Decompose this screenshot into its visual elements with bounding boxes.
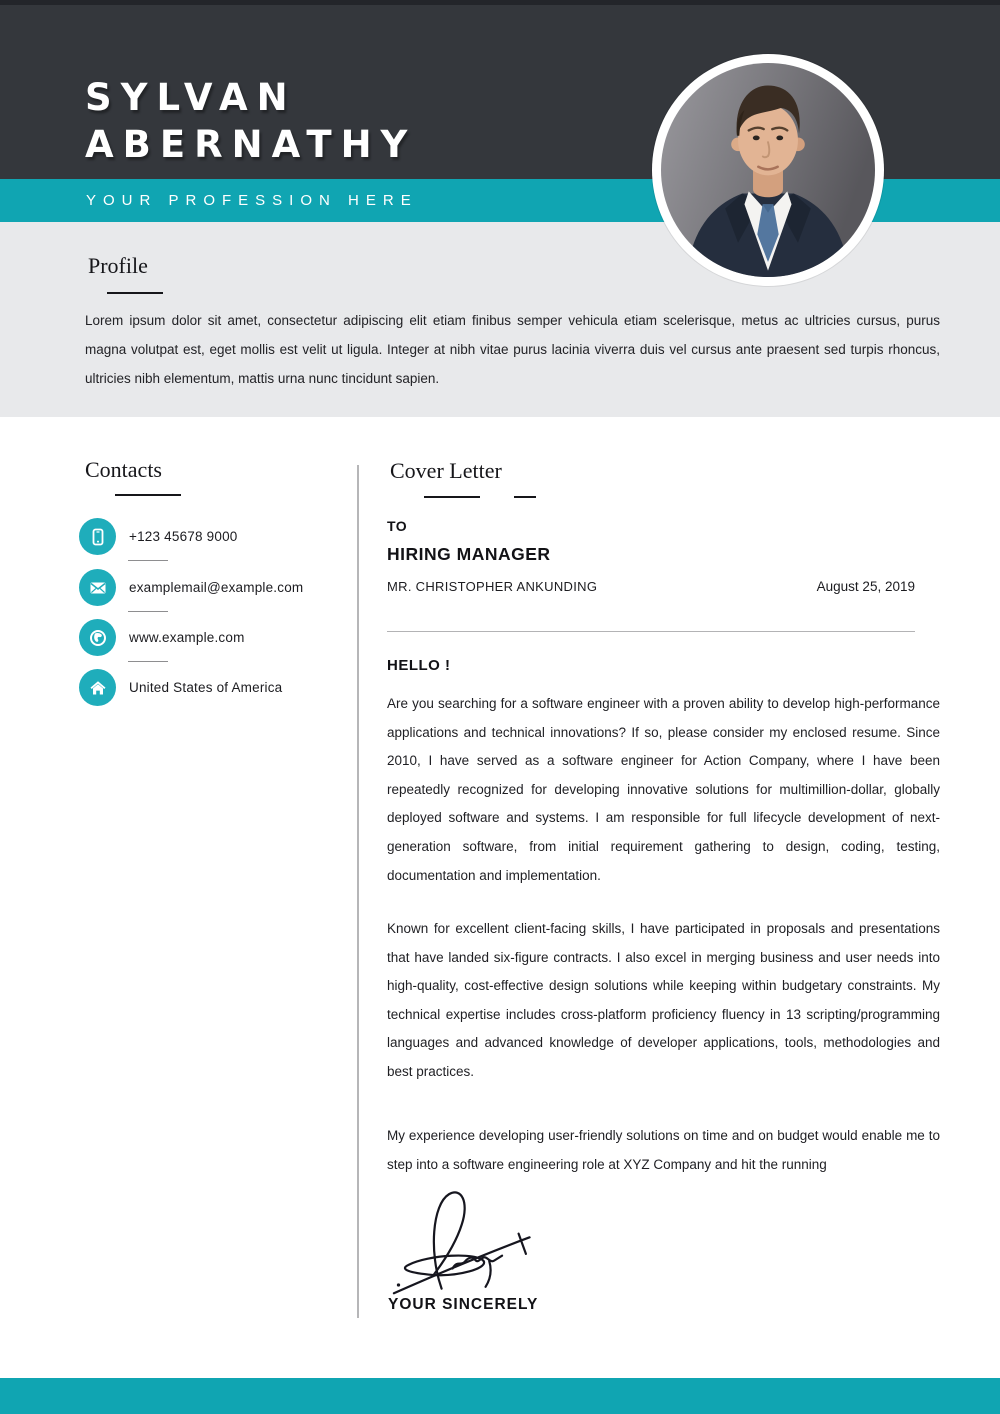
- contact-location-row: [79, 669, 282, 706]
- letter-paragraph-3: My experience developing user-friendly solutions on time and on budget would enable me to step into a software engineering role at XYZ Company and hit the running: [387, 1128, 940, 1172]
- profession-title: YOUR PROFESSION HERE: [86, 192, 418, 209]
- last-name: ABERNATHY: [85, 123, 417, 166]
- contacts-heading-underline: [115, 494, 181, 496]
- to-label: TO: [387, 518, 408, 534]
- email-address: examplemail@example.com: [129, 580, 304, 595]
- cover-letter-heading-dash: [514, 496, 536, 498]
- footer-band: [0, 1378, 1000, 1414]
- home-icon: [79, 669, 116, 706]
- contact-website-row: [79, 619, 245, 656]
- greeting: HELLO !: [387, 657, 451, 674]
- contact-phone-row: [79, 518, 237, 555]
- handwritten-signature-icon: [389, 1186, 551, 1296]
- header-top-strip: [0, 0, 1000, 5]
- globe-icon: [79, 619, 116, 656]
- letter-paragraph-1: Are you searching for a software engineer with a proven ability to develop high-performance applications and technical innovations? If so, please consider my enclosed resume. Since 2010, I have served as a software engineer for Action Company, where I have been repeatedly recognized for developing innovative solutions for multimillion-dollar, globally deployed software and systems. I am responsible for full lifecycle development of next-generation software, from initial requirement gathering to design, coding, testing, documentation and implementation.: [387, 696, 940, 883]
- recipient-row: [387, 579, 915, 594]
- candidate-name: [85, 74, 416, 168]
- letter-divider: [387, 631, 915, 632]
- profile-heading: Profile: [88, 253, 148, 278]
- contact-divider: [128, 661, 168, 662]
- closing-text: YOUR SINCERELY: [388, 1296, 539, 1313]
- contact-divider: [128, 560, 168, 561]
- cover-letter-heading: Cover Letter: [390, 458, 502, 483]
- profile-photo-image: [661, 63, 875, 277]
- man-portrait-illustration: [661, 63, 875, 277]
- website-url: www.example.com: [129, 630, 245, 645]
- letter-paragraph-2: Known for excellent client-facing skills, I have participated in proposals and presentations that have landed six-figure contracts. I also excel in merging business and user needs into high-quality, cost-effective design solutions while keeping within budgetary constraints. My technical expertise includes cross-platform proficiency fluency in 13 scripting/programming languages and advanced knowledge of developer applications, tools, methodologies and best practices.: [387, 921, 940, 1079]
- cover-letter-heading-underline: [424, 496, 480, 498]
- letter-date: August 25, 2019: [816, 579, 915, 594]
- vertical-divider: [357, 465, 359, 1318]
- phone-icon: [79, 518, 116, 555]
- profile-photo: [652, 54, 884, 286]
- contacts-heading: Contacts: [85, 457, 162, 482]
- contact-divider: [128, 611, 168, 612]
- cover-letter-section: [387, 450, 940, 1330]
- signature: [389, 1186, 551, 1296]
- recipient-title: HIRING MANAGER: [387, 544, 551, 564]
- profile-paragraph: Lorem ipsum dolor sit amet, consectetur adipiscing elit etiam finibus semper vehicula etiam scelerisque, metus ac ultricies cursus, purus magna volutpat est, eget mollis est velit ut ligula. Integer at nibh vitae purus lacinia viverra duis vel cursus ante praesent sed turpis rhoncus, ultricies nibh elementum, mattis urna nunc tincidunt sapien.: [85, 313, 940, 386]
- recipient-name: MR. CHRISTOPHER ANKUNDING: [387, 579, 598, 594]
- location-text: United States of America: [129, 680, 283, 695]
- phone-number: +123 45678 9000: [129, 529, 238, 544]
- profile-heading-underline: [107, 292, 163, 294]
- contact-email-row: [79, 569, 303, 606]
- first-name: SYLVAN: [85, 76, 297, 119]
- email-icon: [79, 569, 116, 606]
